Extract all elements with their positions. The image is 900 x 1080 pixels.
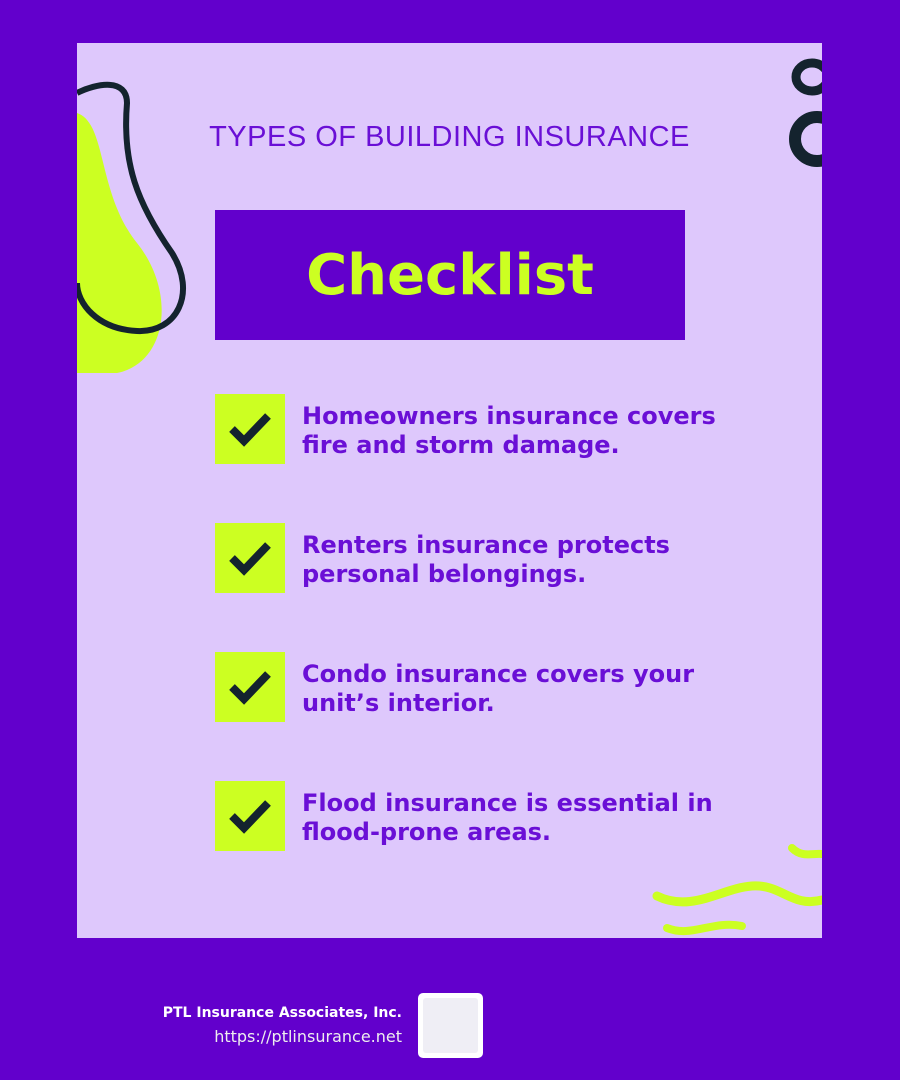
- item-text: Homeowners insurance covers fire and storm damage.: [302, 402, 716, 459]
- checklist-card: [77, 43, 822, 938]
- list-item: [215, 523, 722, 593]
- item-text: Flood insurance is essential in flood-prone areas.: [302, 789, 713, 846]
- decorative-blob-left: [77, 43, 207, 383]
- decorative-rings-top-right: [772, 43, 822, 183]
- item-text: Condo insurance covers your unit’s interior.: [302, 660, 695, 717]
- list-item: [215, 394, 722, 464]
- title-banner: [215, 210, 685, 340]
- list-item: [215, 652, 722, 722]
- subtitle: TYPES OF BUILDING INSURANCE: [209, 121, 690, 153]
- company-logo: [418, 993, 483, 1058]
- item-text: Renters insurance protects personal belongings.: [302, 531, 670, 588]
- checkmark-icon: [215, 523, 285, 593]
- page-title: Checklist: [306, 242, 594, 308]
- list-item: [215, 781, 722, 851]
- company-url[interactable]: https://ptlinsurance.net: [214, 1027, 402, 1046]
- checkmark-icon: [215, 394, 285, 464]
- checkmark-icon: [215, 781, 285, 851]
- checkmark-icon: [215, 652, 285, 722]
- company-name: PTL Insurance Associates, Inc.: [162, 1005, 402, 1021]
